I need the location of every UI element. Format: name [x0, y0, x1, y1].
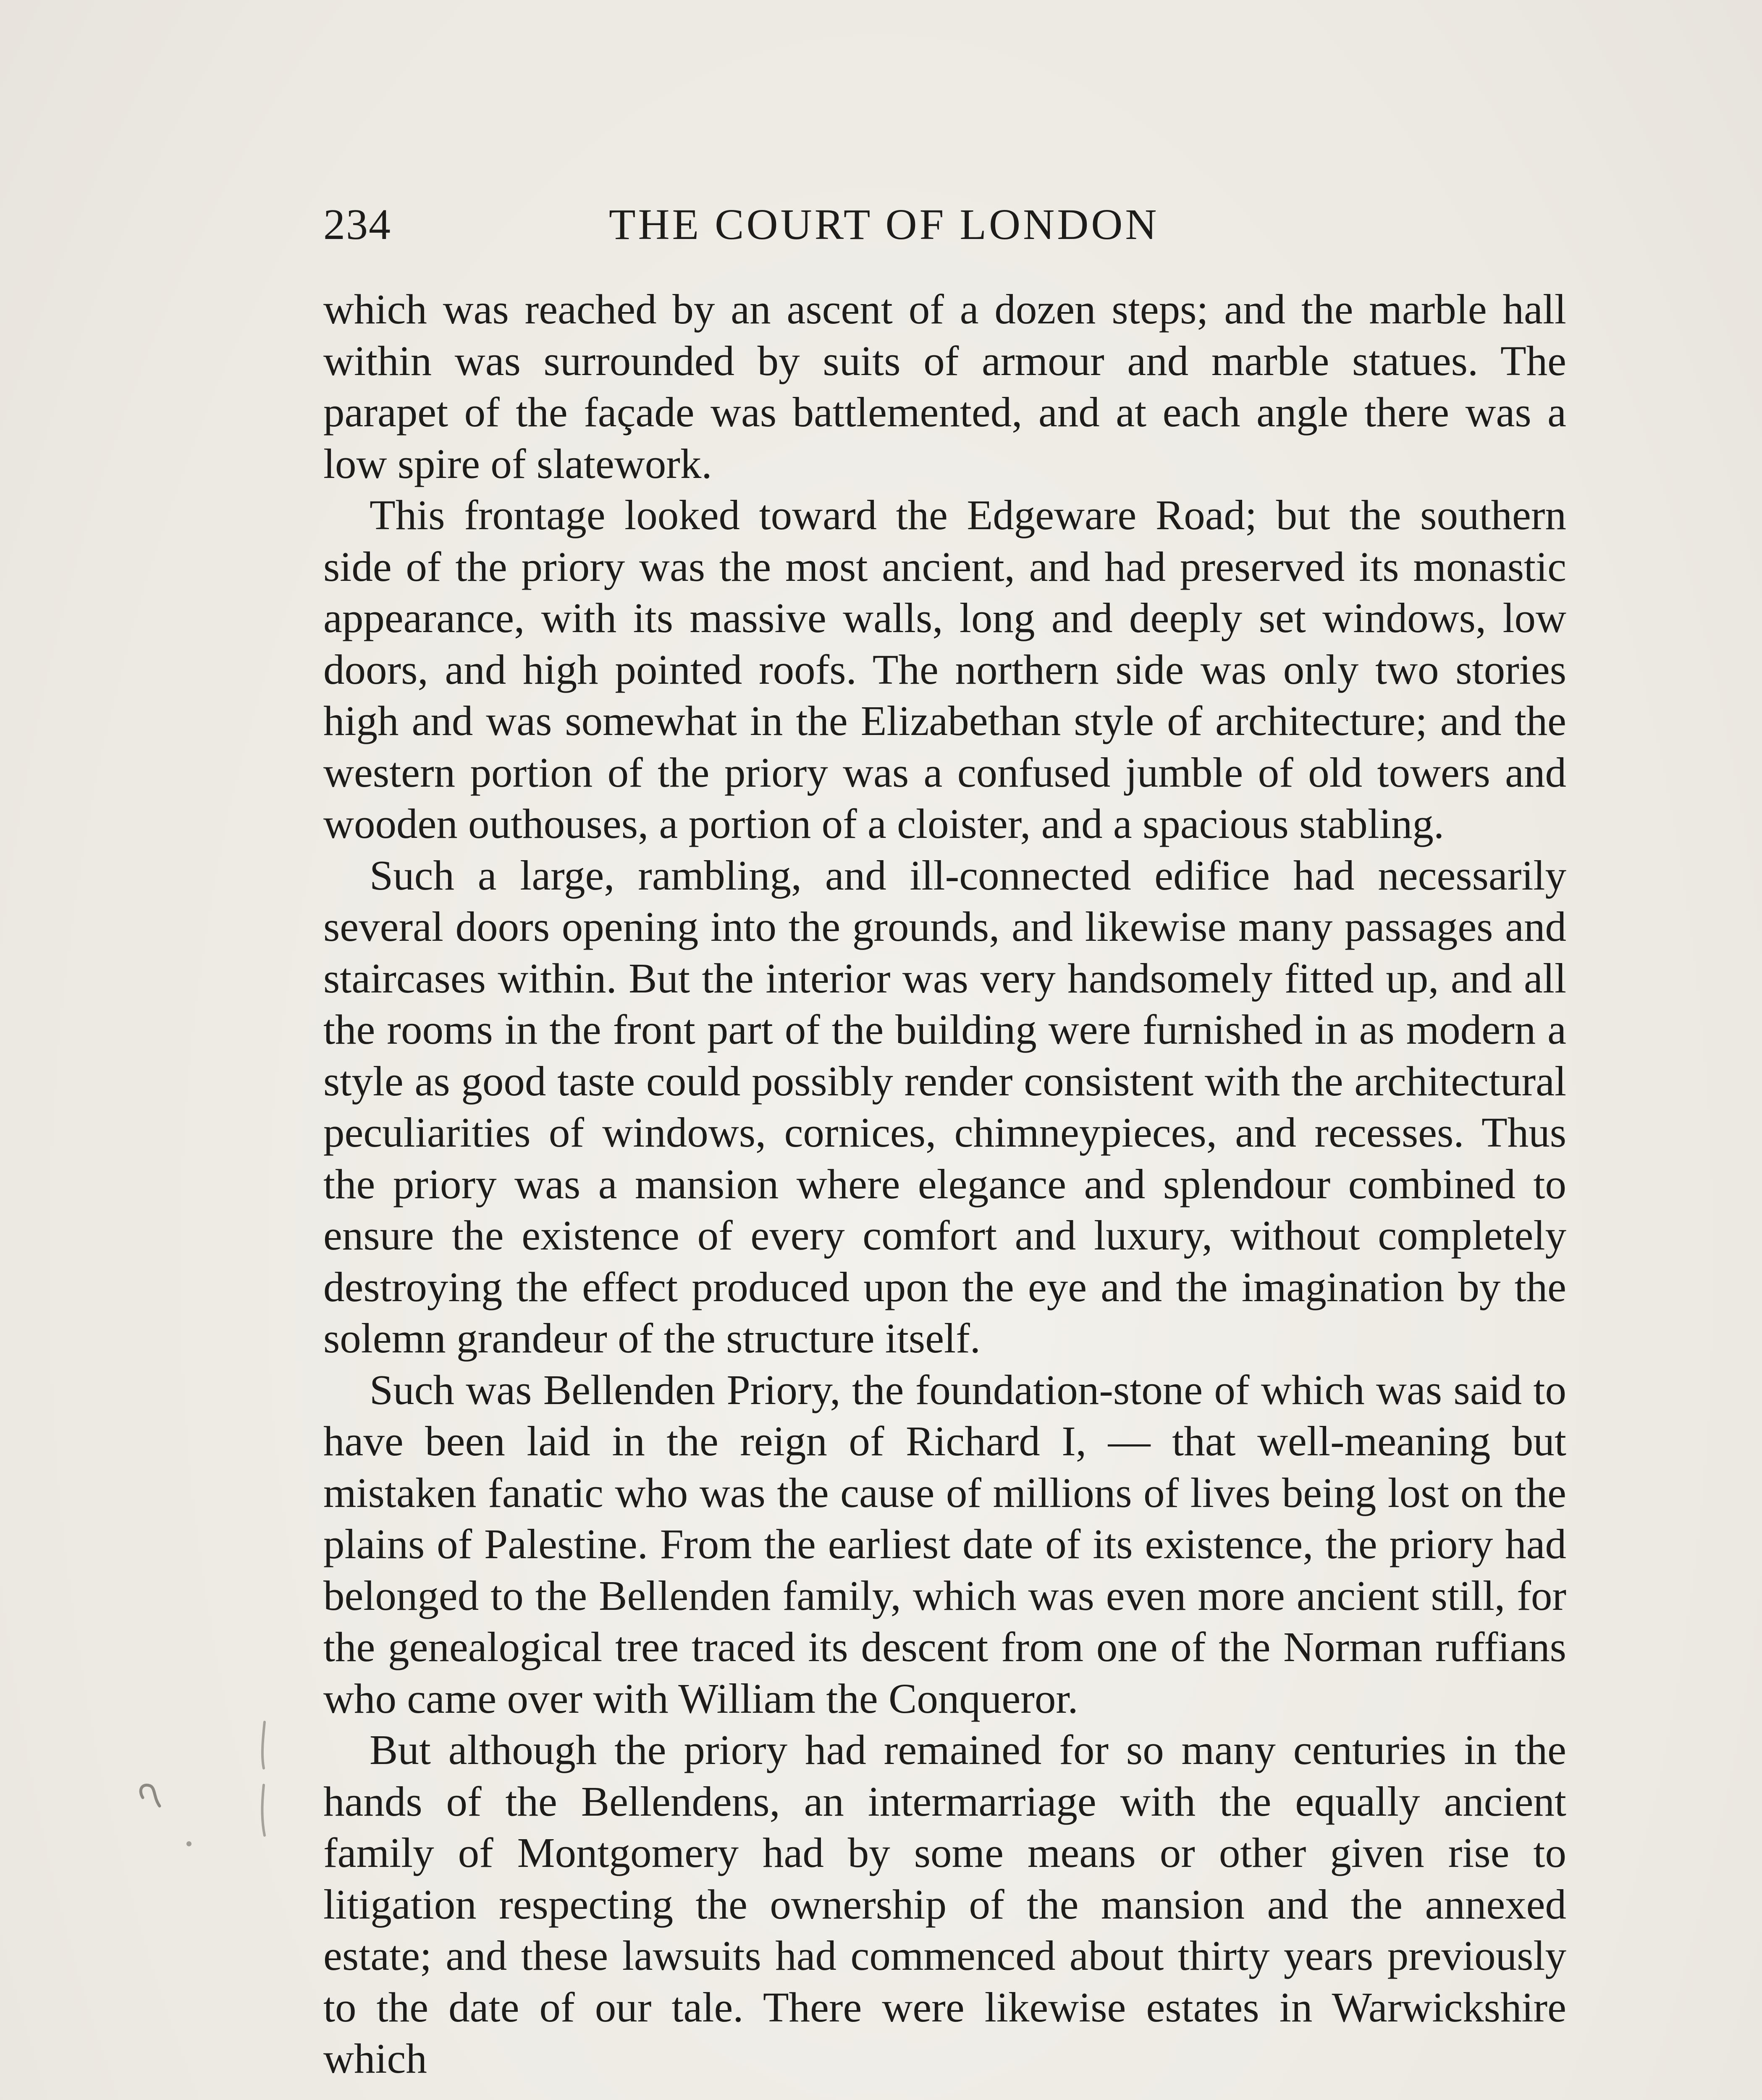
pencil-margin-mark — [126, 1705, 302, 1882]
paragraph-frontage: This frontage looked toward the Edgeware Road; but the southern side of the priory was the most ancient, and had preserved its monastic appearance, with its massive walls, long and deeply set windows, low doors, and high pointed roofs. The northern side was only two stories high and was somewhat in the Elizabethan style of architecture; and the western portion of the priory was a confused jumble of old towers and wooden outhouses, a portion of a cloister, and a spacious stabling. — [323, 491, 1566, 847]
paragraph-edifice: Such a large, rambling, and ill-connected edifice had necessarily several doors opening into the grounds, and likewise many passages and staircases within. But the interior was very handsomely fitted up, and all the rooms in the front part of the building were furnished in as modern a style as good taste could possibly render consistent with the architectural peculiarities of windows, cornices, chimneypieces, and recesses. Thus the priory was a mansion where elegance and splendour combined to ensure the existence of every comfort and luxury, without completely destroying the effect produced upon the eye and the imagination by the solemn grandeur of the structure itself. — [323, 851, 1566, 1362]
paragraph-litigation: But although the priory had remained for so many centuries in the hands of the Bellendens, an intermarriage with the equally ancient family of Montgomery had by some means or other given rise to litigation respecting the ownership of the mansion and the annexed estate; and these lawsuits had commenced about thirty years previously to the date of our tale. There were likewise estates in Warwickshire which — [323, 1726, 1566, 2082]
paragraph-bellenden-priory: Such was Bellenden Priory, the foundation-stone of which was said to have been laid in the reign of Richard I, — that well-meaning but mistaken fanatic who was the cause of millions of lives being lost on the plains of Palestine. From the earliest date of its existence, the priory had belonged to the Bellenden family, which was even more ancient still, for the genealogical tree traced its descent from one of the Norman ruffians who came over with William the Conqueror. — [323, 1366, 1566, 1722]
body-text — [323, 284, 1566, 2084]
paragraph-continued: which was reached by an ascent of a dozen steps; and the marble hall within was surrounded by suits of armour and marble statues. The parapet of the façade was battlemented, and at each angle there was a low spire of slatework. — [323, 286, 1566, 487]
running-title: THE COURT OF LONDON — [609, 200, 1159, 249]
running-head — [323, 191, 1566, 258]
page-number: 234 — [323, 200, 391, 249]
